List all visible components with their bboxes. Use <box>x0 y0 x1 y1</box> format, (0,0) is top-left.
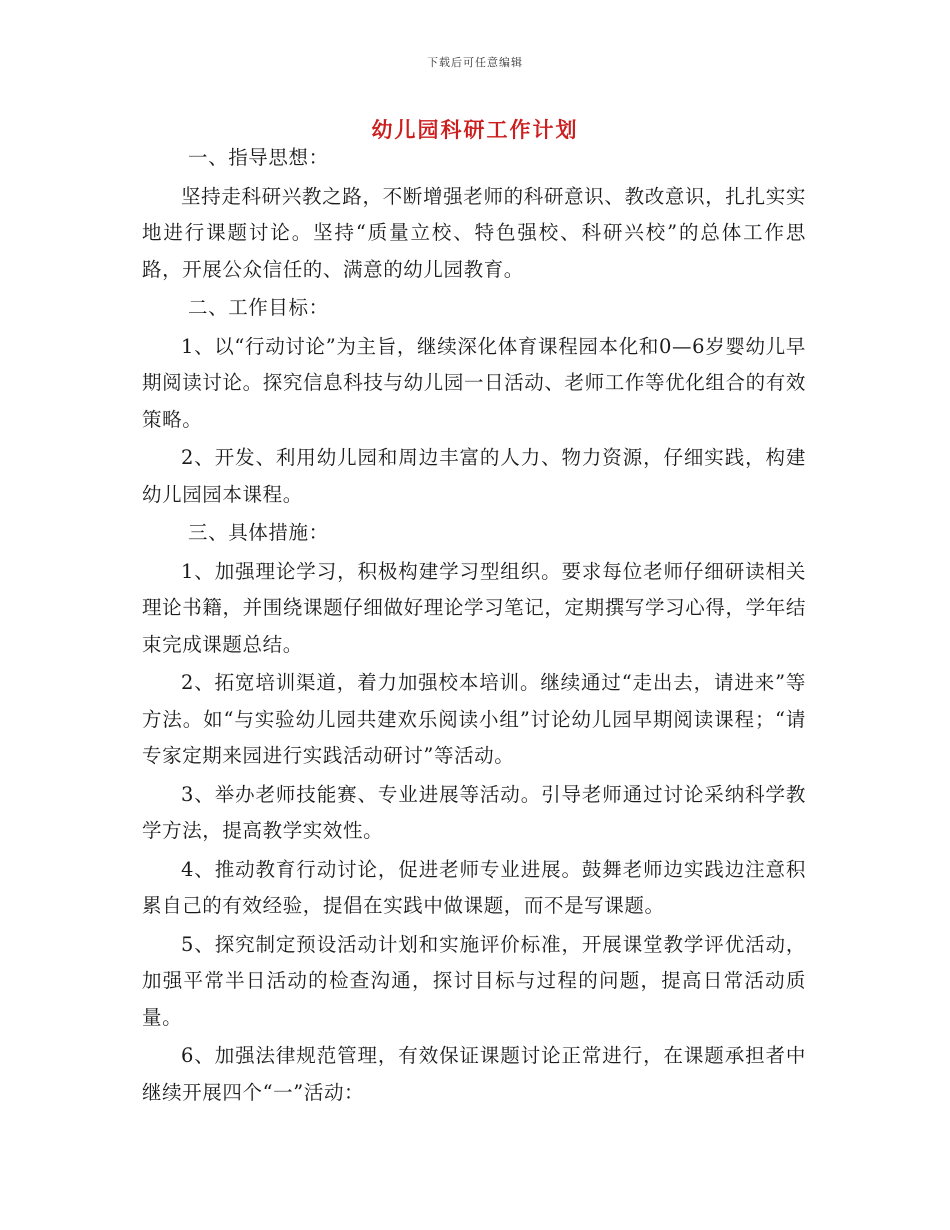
section-heading-measures: 三、具体措施： <box>188 521 329 544</box>
paragraph-guiding-thought: 坚持走科研兴教之路，不断增强老师的科研意识、教改意识，扎扎实实地进行课题讨论。坚持“质量立校、特色强校、科研兴校”的总体工作思路，开展公众信任的、满意的幼儿园教育。 <box>142 184 806 281</box>
paragraph-measure-6: 6、加强法律规范管理，有效保证课题讨论正常进行，在课题承担者中继续开展四个“一”活动： <box>142 1044 806 1104</box>
paragraph-measure-5: 5、探究制定预设活动计划和实施评价标准，开展课堂教学评优活动，加强平常半日活动的检查沟通，探讨目标与过程的问题，提高日常活动质量。 <box>142 932 806 1029</box>
header-note: 下载后可任意编辑 <box>427 56 523 69</box>
paragraph-measure-2: 2、拓宽培训渠道，着力加强校本培训。继续通过“走出去，请进来”等方法。如“与实验幼儿园共建欢乐阅读小组”讨论幼儿园早期阅读课程；“请专家定期来园进行实践活动研讨”等活动。 <box>142 671 806 767</box>
document-body <box>142 140 806 1111</box>
paragraph-measure-4: 4、推动教育行动讨论，促进老师专业进展。鼓舞老师边实践边注意积累自己的有效经验，提倡在实践中做课题，而不是写课题。 <box>142 857 806 917</box>
paragraph-goal-2: 2、开发、利用幼儿园和周边丰富的人力、物力资源，仔细实践，构建幼儿园园本课程。 <box>142 446 806 506</box>
paragraph-measure-1: 1、加强理论学习，积极构建学习型组织。要求每位老师仔细研读相关理论书籍，并围绕课题仔细做好理论学习笔记，定期撰写学习心得，学年结束完成课题总结。 <box>142 559 806 656</box>
document-title: 幼儿园科研工作计划 <box>371 117 579 142</box>
paragraph-goal-1: 1、以“行动讨论”为主旨，继续深化体育课程园本化和0—6岁婴幼儿早期阅读讨论。探究信息科技与幼儿园一日活动、老师工作等优化组合的有效策略。 <box>142 334 806 431</box>
paragraph-measure-3: 3、举办老师技能赛、专业进展等活动。引导老师通过讨论采纳科学教学方法，提高教学实效性。 <box>142 782 806 842</box>
section-heading-work-goals: 二、工作目标： <box>188 296 329 319</box>
section-heading-guiding-thought: 一、指导思想： <box>188 146 329 169</box>
